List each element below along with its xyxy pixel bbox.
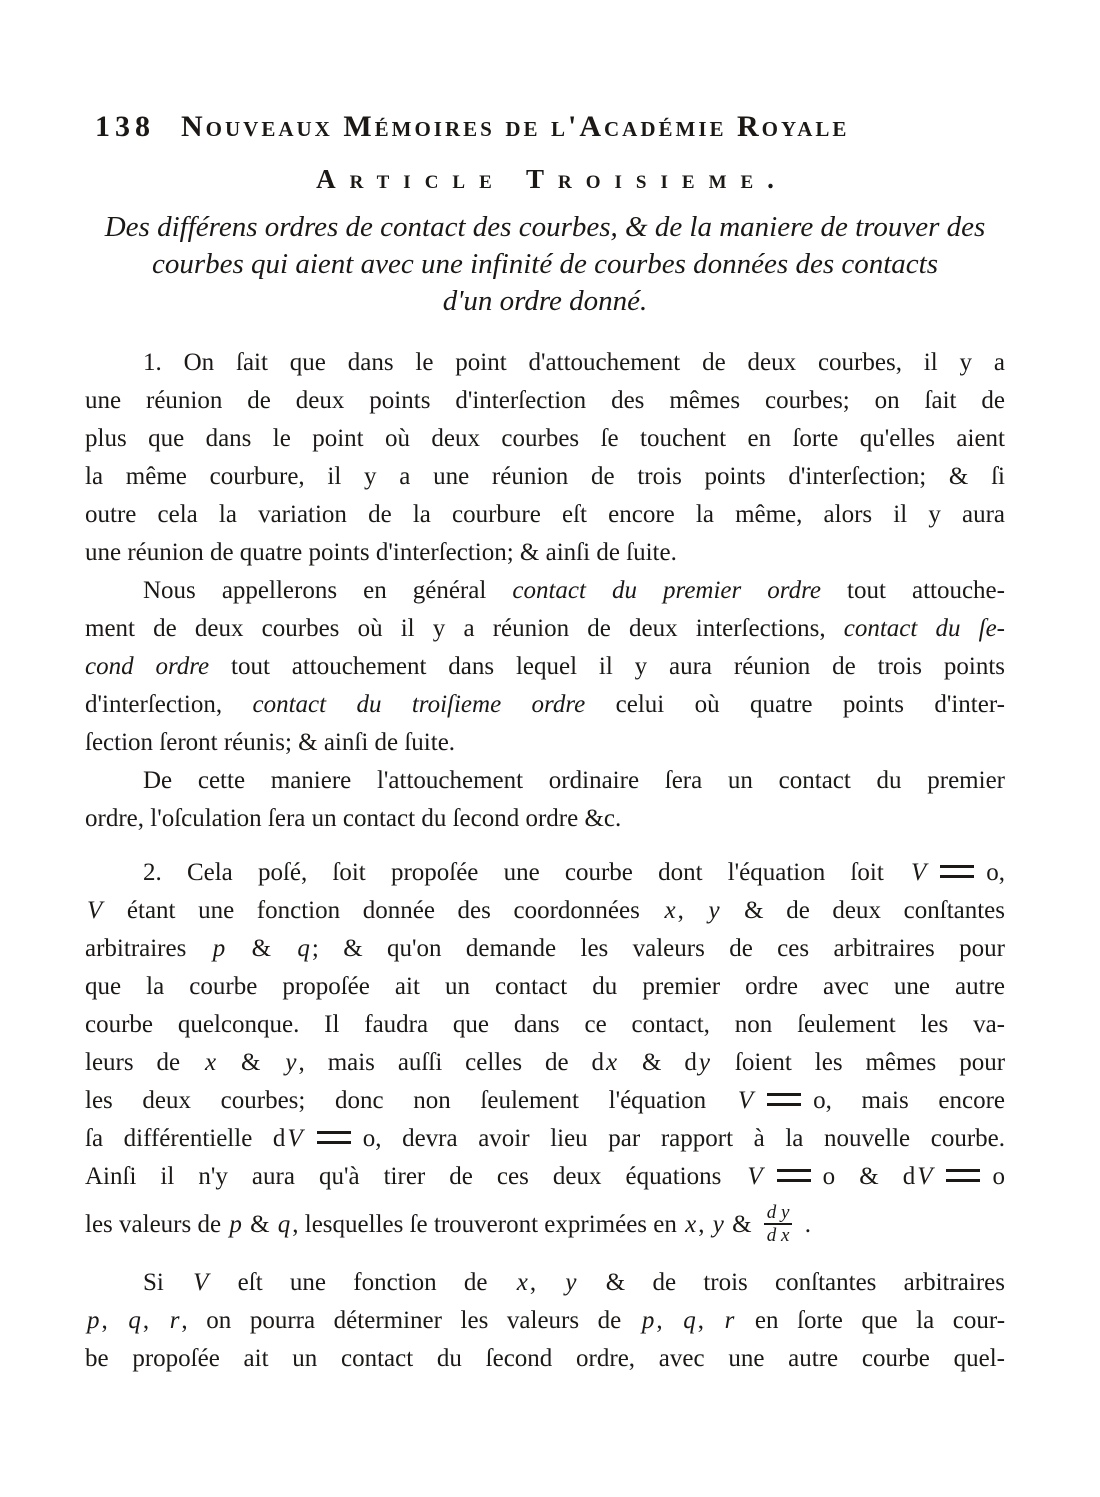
text-line — [85, 496, 1005, 534]
math-variable: V — [193, 1269, 209, 1296]
text-line — [85, 610, 1005, 648]
math-variable: r — [169, 1307, 180, 1334]
math-variable: V — [747, 1163, 763, 1190]
math-variable: p — [229, 1211, 242, 1238]
text-segment: plus que dans le point où deux courbes ſe touchent en ſorte qu'elles aient — [85, 425, 1005, 452]
text-segment: , mais auſſi celles de d — [298, 1049, 605, 1076]
text-segment: De cette maniere l'attouchement ordinaire ſera un contact du premier — [143, 767, 1005, 794]
text-line — [85, 1006, 1005, 1044]
text-line — [85, 686, 1005, 724]
paragraph-5 — [85, 1264, 1005, 1378]
math-variable: r — [724, 1307, 735, 1334]
text-line — [85, 1196, 1005, 1254]
math-variable: x — [606, 1049, 618, 1076]
text-segment: be propoſée ait un contact du ſecond ordre, avec une autre courbe quel- — [85, 1345, 1005, 1372]
math-variable: q — [683, 1307, 696, 1334]
math-variable: x — [516, 1269, 528, 1296]
text-segment: , — [677, 897, 707, 924]
text-segment: ; & qu'on demande les valeurs de ces arbitraires pour — [311, 935, 1005, 962]
text-segment: & — [227, 935, 296, 962]
text-line — [85, 762, 1005, 800]
text-segment: tout attouche- — [821, 577, 1005, 604]
text-segment: cond ordre — [85, 653, 210, 680]
text-line — [85, 534, 1005, 572]
text-segment: , lesquelles ſe trouveront exprimées en — [292, 1211, 684, 1238]
text-segment: , — [529, 1269, 564, 1296]
equals-sign — [946, 1169, 980, 1182]
text-segment: la même courbure, il y a une réunion de trois points d'interſection; & ſi — [85, 463, 1005, 490]
math-variable: x — [685, 1211, 697, 1238]
equals-sign — [777, 1169, 811, 1182]
paragraph-3 — [85, 762, 1005, 838]
math-variable: q — [128, 1307, 141, 1334]
paragraph-4 — [85, 854, 1005, 1254]
text-segment: 1. On ſait que dans le point d'attouchement de deux courbes, il y a — [143, 349, 1005, 376]
text-line — [85, 1158, 1005, 1196]
text-column — [85, 0, 1005, 1378]
text-segment: contact du troiſieme ordre — [252, 691, 586, 718]
text-segment: , — [101, 1307, 127, 1334]
math-variable: V — [737, 1087, 754, 1114]
section-title-line: Des différens ordres de contact des courbes, & de la maniere de trouver des — [104, 211, 986, 243]
text-segment: contact du ſe- — [843, 615, 1006, 642]
body-text — [85, 344, 1005, 1378]
text-segment: leurs de — [85, 1049, 204, 1076]
text-line — [85, 1302, 1005, 1340]
math-variable: V — [917, 1163, 933, 1190]
text-segment: , — [656, 1307, 682, 1334]
text-line — [85, 854, 1005, 892]
text-line — [85, 1120, 1005, 1158]
math-variable: q — [297, 935, 310, 962]
section-title-line: courbes qui aient avec une infinité de courbes données des contacts — [151, 248, 939, 280]
text-segment: & — [243, 1211, 276, 1238]
text-segment: Ainſi il n'y aura qu'à tirer de ces deux équations — [85, 1163, 746, 1190]
fraction-dy-dx: $\frac{\text{d y}}{\text{d x}}$ — [764, 1202, 793, 1246]
text-line — [85, 930, 1005, 968]
text-segment: o — [992, 1163, 1005, 1190]
text-segment: , — [697, 1307, 723, 1334]
text-segment: ſection ſeront réunis; & ainſi de ſuite. — [85, 729, 456, 756]
text-segment: arbitraires — [85, 935, 211, 962]
text-line — [85, 1340, 1005, 1378]
section-title-line: d'un ordre donné. — [442, 285, 648, 317]
math-variable: V — [287, 1125, 303, 1152]
math-variable: p — [87, 1307, 100, 1334]
math-variable: p — [641, 1307, 655, 1334]
text-segment: & — [218, 1049, 284, 1076]
text-segment: ordre, l'oſculation ſera un contact du ſecond ordre &c. — [85, 805, 622, 832]
text-segment: o, mais encore — [813, 1087, 1005, 1114]
text-segment: que la courbe propoſée ait un contact du premier ordre avec une autre — [85, 973, 1005, 1000]
math-variable: q — [277, 1211, 291, 1238]
text-line — [85, 648, 1005, 686]
text-line — [85, 968, 1005, 1006]
text-line — [85, 1082, 1005, 1120]
text-line — [85, 458, 1005, 496]
text-segment: Nous appellerons en général — [143, 577, 513, 604]
text-segment: o, devra avoir lieu par rapport à la nouvelle courbe. — [362, 1125, 1005, 1152]
text-segment: ſa différentielle d — [85, 1125, 286, 1152]
text-segment: une réunion de quatre points d'interſection; & ainſi de ſuite. — [85, 539, 677, 566]
paragraph-1 — [85, 344, 1005, 572]
running-title: Nouveaux Mémoires de l'Académie Royale — [181, 110, 850, 143]
math-variable: V — [910, 859, 927, 886]
text-segment: ſoient les mêmes pour — [712, 1049, 1006, 1076]
text-segment: tout attouchement dans lequel il y aura réunion de trois points — [209, 653, 1005, 680]
text-segment: & — [725, 1211, 758, 1238]
text-segment: , on pourra déterminer les valeurs de — [181, 1307, 640, 1334]
math-variable: p — [212, 935, 226, 962]
math-variable: y — [712, 1211, 724, 1238]
text-segment: & de deux conſtantes — [721, 897, 1006, 924]
article-heading: Article Troisieme. — [316, 164, 788, 194]
running-head — [95, 0, 1005, 144]
text-line — [85, 344, 1005, 382]
text-segment: outre cela la variation de la courbure eſt encore la même, alors il y aura — [85, 501, 1005, 528]
text-segment: , — [142, 1307, 168, 1334]
equals-sign — [767, 1093, 801, 1106]
section-title — [85, 209, 1005, 320]
text-line — [85, 420, 1005, 458]
equals-sign — [940, 865, 974, 878]
text-segment: d'interſection, — [85, 691, 253, 718]
math-variable: x — [664, 897, 676, 924]
math-variable: y — [708, 897, 720, 924]
math-variable: V — [87, 897, 103, 924]
math-variable: y — [698, 1049, 711, 1076]
paragraph-2 — [85, 572, 1005, 762]
text-segment: ment de deux courbes où il y a réunion de deux interſections, — [85, 615, 844, 642]
text-segment: les deux courbes; donc non ſeulement l'équation — [85, 1087, 736, 1114]
text-segment: . — [798, 1211, 811, 1238]
text-segment: , — [698, 1211, 711, 1238]
text-segment: & d — [619, 1049, 697, 1076]
text-line — [85, 1044, 1005, 1082]
math-variable: x — [205, 1049, 217, 1076]
text-segment: o & d — [822, 1163, 916, 1190]
text-segment: 2. Cela poſé, ſoit propoſée une courbe dont l'équation ſoit — [143, 859, 909, 886]
text-segment: en ſorte que la cour- — [736, 1307, 1006, 1334]
text-segment: courbe quelconque. Il faudra que dans ce contact, non ſeulement les va- — [85, 1011, 1005, 1038]
text-line — [85, 1264, 1005, 1302]
text-line — [85, 382, 1005, 420]
text-line — [85, 572, 1005, 610]
math-variable: y — [285, 1049, 297, 1076]
text-segment: une réunion de deux points d'interſection des mêmes courbes; on ſait de — [85, 387, 1005, 414]
text-segment: eſt une fonction de — [210, 1269, 515, 1296]
page-number: 138 — [95, 110, 155, 143]
text-segment: o, — [986, 859, 1005, 886]
text-line — [85, 800, 1005, 838]
text-line — [85, 724, 1005, 762]
text-segment: Si — [143, 1269, 192, 1296]
equals-sign — [317, 1131, 351, 1144]
text-segment: les valeurs de — [85, 1211, 228, 1238]
text-segment: & de trois conſtantes arbitraires — [578, 1269, 1005, 1296]
math-variable: y — [565, 1269, 577, 1296]
text-segment: contact du premier ordre — [512, 577, 821, 604]
text-line — [85, 892, 1005, 930]
text-segment: celui où quatre points d'inter- — [585, 691, 1005, 718]
text-segment: étant une fonction donnée des coordonnées — [104, 897, 663, 924]
